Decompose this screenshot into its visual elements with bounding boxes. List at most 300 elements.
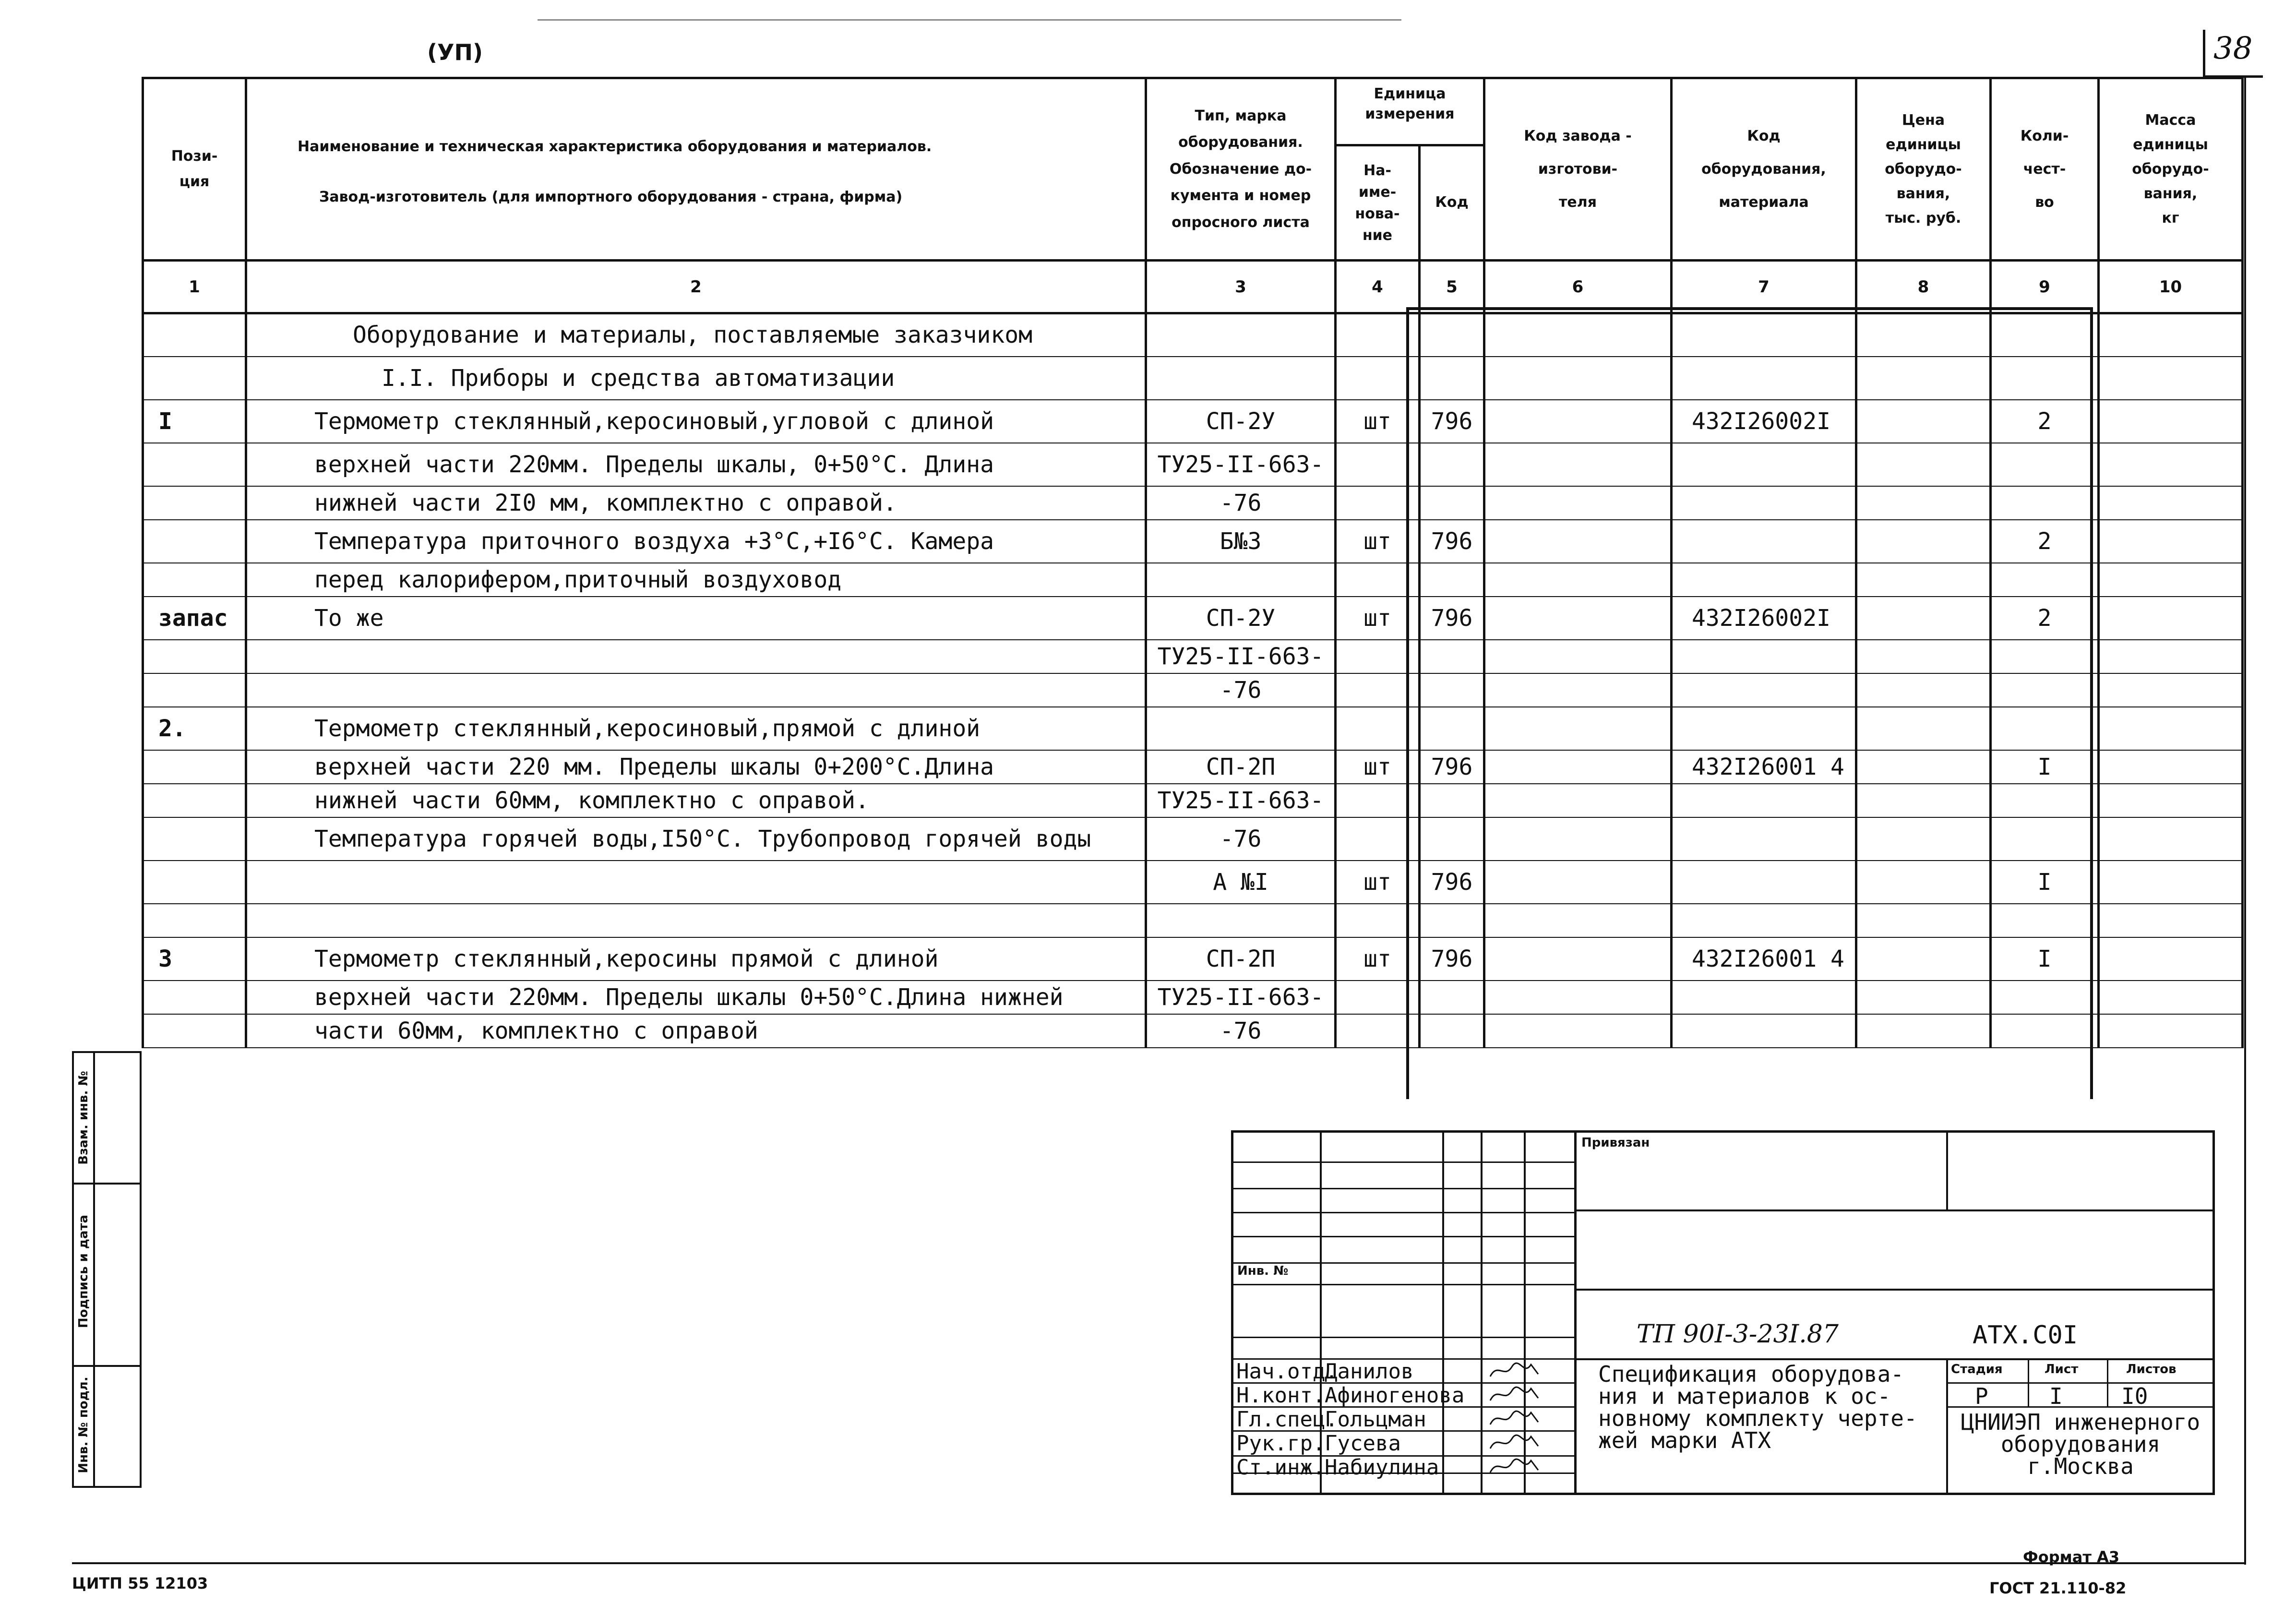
cell-name <box>246 640 1146 673</box>
cell-plant-code <box>1484 486 1672 520</box>
header-type: Тип, марка оборудования. Обозначение до- кумента и номер опросного листа <box>1146 78 1336 261</box>
cell-plant-code <box>1484 904 1672 937</box>
cell-name <box>246 861 1146 904</box>
cell-type-text: СП-2П <box>1206 945 1276 972</box>
cell-equipment-code <box>1672 563 1856 597</box>
cell-price <box>1856 673 1991 707</box>
cell-quantity <box>1991 937 2099 981</box>
cell-unit-code-text: 796 <box>1431 407 1473 435</box>
cell-name <box>246 707 1146 750</box>
cell-equipment-code <box>1672 817 1856 861</box>
cell-type <box>1146 640 1336 673</box>
cell-type <box>1146 597 1336 640</box>
cell-position <box>143 443 246 486</box>
cell-unit-code <box>1420 750 1484 784</box>
header-unit-name: На- име- нова- ние <box>1336 145 1420 261</box>
table-row <box>143 784 2243 817</box>
cell-price <box>1856 784 1991 817</box>
header-unit-code: Код <box>1420 145 1484 261</box>
cell-unit-code <box>1420 707 1484 750</box>
inner-frame-top <box>1406 307 2093 310</box>
cell-mass <box>2099 937 2243 981</box>
cell-price <box>1856 937 1991 981</box>
cell-unit-text: шт <box>1363 407 1391 435</box>
cell-mass <box>2099 817 2243 861</box>
cell-price <box>1856 486 1991 520</box>
cell-type <box>1146 400 1336 443</box>
cell-equipment-code <box>1672 443 1856 486</box>
cell-quantity <box>1991 707 2099 750</box>
table-row <box>143 443 2243 486</box>
cell-equipment-code <box>1672 640 1856 673</box>
cell-unit-code-text: 796 <box>1431 527 1473 555</box>
sheet-value: I <box>2049 1383 2063 1409</box>
column-number: 2 <box>246 261 1146 313</box>
cell-unit-text: шт <box>1363 604 1391 632</box>
specification-table <box>142 77 2244 1048</box>
cell-quantity <box>1991 1014 2099 1048</box>
cell-position <box>143 400 246 443</box>
cell-mass <box>2099 597 2243 640</box>
side-stamp <box>72 1051 142 1488</box>
cell-position <box>143 750 246 784</box>
cell-position <box>143 1014 246 1048</box>
cell-unit-code <box>1420 904 1484 937</box>
cell-mass <box>2099 520 2243 563</box>
table-row <box>143 313 2243 357</box>
cell-price <box>1856 443 1991 486</box>
cell-type <box>1146 937 1336 981</box>
cell-name-text: I.I. Приборы и средства автоматизации <box>382 364 895 392</box>
cell-name-text: Термометр стеклянный,керосиновый,прямой с длиной <box>314 715 981 742</box>
signature-name: Набиулина <box>1325 1455 1439 1480</box>
cell-mass <box>2099 640 2243 673</box>
cell-position <box>143 937 246 981</box>
cell-type <box>1146 981 1336 1014</box>
cell-price <box>1856 861 1991 904</box>
inv-no-label: Инв. № <box>1237 1264 1289 1278</box>
table-row <box>143 750 2243 784</box>
cell-unit-code <box>1420 443 1484 486</box>
cell-name <box>246 563 1146 597</box>
cell-plant-code <box>1484 520 1672 563</box>
cell-type-text: СП-2У <box>1206 604 1276 632</box>
cell-name-text: Термометр стеклянный,керосиновый,угловой с длиной <box>314 407 994 435</box>
cell-name <box>246 750 1146 784</box>
cell-type-text: -76 <box>1220 489 1262 516</box>
cell-type <box>1146 784 1336 817</box>
cell-position <box>143 486 246 520</box>
cell-unit-code <box>1420 640 1484 673</box>
cell-type-text: СП-2П <box>1206 753 1276 780</box>
cell-quantity <box>1991 597 2099 640</box>
cell-mass <box>2099 1014 2243 1048</box>
cell-mass <box>2099 486 2243 520</box>
column-number: 8 <box>1856 261 1991 313</box>
cell-price <box>1856 817 1991 861</box>
cell-plant-code <box>1484 400 1672 443</box>
cell-quantity-text: I <box>2037 945 2052 972</box>
cell-position <box>143 817 246 861</box>
cell-price <box>1856 750 1991 784</box>
signature-name: Гусева <box>1325 1431 1401 1456</box>
cell-unit-code <box>1420 597 1484 640</box>
cell-mass <box>2099 707 2243 750</box>
cell-name-text: нижней части 2I0 мм, комплектно с оправой. <box>314 489 897 516</box>
cell-position-text: запас <box>158 604 228 632</box>
cell-position <box>143 673 246 707</box>
cell-position-text: I <box>158 407 172 435</box>
cell-price <box>1856 1014 1991 1048</box>
cell-price <box>1856 707 1991 750</box>
cell-position <box>143 313 246 357</box>
cell-plant-code <box>1484 817 1672 861</box>
cell-plant-code <box>1484 937 1672 981</box>
header-unit: Единица измерения <box>1336 78 1484 145</box>
cell-name <box>246 981 1146 1014</box>
column-number: 5 <box>1420 261 1484 313</box>
title-block <box>1231 1130 2215 1495</box>
table-body <box>143 313 2243 1048</box>
cell-mass <box>2099 981 2243 1014</box>
cell-type-text: -76 <box>1220 1017 1262 1044</box>
cell-name <box>246 400 1146 443</box>
cell-unit-code <box>1420 400 1484 443</box>
cell-name <box>246 904 1146 937</box>
cell-quantity <box>1991 400 2099 443</box>
cell-mass <box>2099 784 2243 817</box>
cell-quantity-text: I <box>2037 753 2052 780</box>
cell-position <box>143 520 246 563</box>
cell-mass <box>2099 904 2243 937</box>
cell-position <box>143 981 246 1014</box>
table-row <box>143 520 2243 563</box>
sheet-label: Лист <box>2045 1362 2079 1377</box>
cell-equipment-code <box>1672 1014 1856 1048</box>
cell-price <box>1856 597 1991 640</box>
column-number: 9 <box>1991 261 2099 313</box>
stage-value: Р <box>1975 1383 1988 1409</box>
column-number: 1 <box>143 261 246 313</box>
cell-name-text: верхней части 220 мм. Пределы шкалы 0+200°С.Длина <box>314 753 994 780</box>
cell-name-text: верхней части 220мм. Пределы шкалы 0+50°С.Длина нижней <box>314 983 1064 1011</box>
drawing-mark: АТХ.С0I <box>1973 1321 2078 1350</box>
handwritten-signature-icon <box>1488 1432 1541 1453</box>
header-mass: Масса единицы оборудо- вания, кг <box>2099 78 2243 261</box>
cell-equipment-code <box>1672 313 1856 357</box>
cell-type-text: А №I <box>1213 868 1268 896</box>
top-rule <box>538 19 1401 21</box>
cell-unit-code <box>1420 981 1484 1014</box>
cell-name <box>246 784 1146 817</box>
cell-plant-code <box>1484 357 1672 400</box>
cell-type <box>1146 486 1336 520</box>
sheets-label: Листов <box>2126 1362 2176 1377</box>
cell-position <box>143 707 246 750</box>
cell-unit-text: шт <box>1363 527 1391 555</box>
cell-equipment-code <box>1672 400 1856 443</box>
column-number: 3 <box>1146 261 1336 313</box>
cell-unit-code <box>1420 1014 1484 1048</box>
cell-mass <box>2099 400 2243 443</box>
cell-plant-code <box>1484 563 1672 597</box>
signature-name: Данилов <box>1325 1359 1414 1384</box>
cell-unit-code <box>1420 563 1484 597</box>
signature-name: Гольцман <box>1325 1407 1426 1432</box>
cell-price <box>1856 640 1991 673</box>
cell-unit-code <box>1420 357 1484 400</box>
cell-mass <box>2099 357 2243 400</box>
cell-unit-code <box>1420 486 1484 520</box>
cell-quantity <box>1991 750 2099 784</box>
cell-plant-code <box>1484 750 1672 784</box>
cell-plant-code <box>1484 673 1672 707</box>
section-label: (УП) <box>427 39 483 65</box>
cell-quantity <box>1991 520 2099 563</box>
side-stamp-label: Взам. инв. № <box>76 1071 91 1165</box>
handwritten-signature-icon <box>1488 1384 1541 1405</box>
table-row <box>143 400 2243 443</box>
cell-equipment-code <box>1672 937 1856 981</box>
cell-type <box>1146 707 1336 750</box>
column-numbers-row <box>143 261 2243 313</box>
cell-name-text: нижней части 60мм, комплектно с оправой. <box>314 787 869 814</box>
signature-role: Ст.инж. <box>1236 1455 1326 1480</box>
cell-equipment-code <box>1672 707 1856 750</box>
cell-quantity <box>1991 357 2099 400</box>
header-position: Пози- ция <box>143 78 246 261</box>
cell-unit-text: шт <box>1363 868 1391 896</box>
cell-equipment-code <box>1672 486 1856 520</box>
cell-plant-code <box>1484 1014 1672 1048</box>
cell-quantity <box>1991 904 2099 937</box>
table-row <box>143 1014 2243 1048</box>
header-plant-code: Код завода - изготови- теля <box>1484 78 1672 261</box>
cell-mass <box>2099 563 2243 597</box>
document-code: ТП 90I-3-23I.87 <box>1637 1320 1839 1349</box>
cell-name-text: верхней части 220мм. Пределы шкалы, 0+50°С. Длина <box>314 451 994 478</box>
inner-frame-right <box>2090 307 2093 1099</box>
cell-name-text: части 60мм, комплектно с оправой <box>314 1017 758 1044</box>
cell-name <box>246 817 1146 861</box>
side-stamp-label: Инв. № подл. <box>76 1377 91 1473</box>
cell-quantity <box>1991 817 2099 861</box>
cell-position <box>143 904 246 937</box>
signature-name: Афиногенова <box>1325 1383 1465 1408</box>
sheets-value: I0 <box>2121 1383 2148 1409</box>
cell-plant-code <box>1484 981 1672 1014</box>
column-number: 6 <box>1484 261 1672 313</box>
table-row <box>143 904 2243 937</box>
handwritten-signature-icon <box>1488 1456 1541 1477</box>
cell-position <box>143 640 246 673</box>
handwritten-signature-icon <box>1488 1408 1541 1429</box>
cell-name-text: перед калорифером,приточный воздуховод <box>314 566 842 593</box>
cell-position-text: 2. <box>158 715 186 742</box>
cell-equipment-code <box>1672 597 1856 640</box>
table-row <box>143 817 2243 861</box>
footer-code: ЦИТП 55 12103 <box>72 1574 208 1592</box>
side-stamp-label: Подпись и дата <box>76 1214 91 1329</box>
cell-type-text: ТУ25-II-663- <box>1157 787 1324 814</box>
cell-type-text: ТУ25-II-663- <box>1157 643 1324 670</box>
cell-type <box>1146 861 1336 904</box>
signature-role: Рук.гр. <box>1236 1431 1326 1456</box>
inner-frame-left <box>1406 307 1409 1099</box>
cell-type <box>1146 904 1336 937</box>
cell-equipment-code <box>1672 861 1856 904</box>
cell-name <box>246 1014 1146 1048</box>
gost-label: ГОСТ 21.110-82 <box>1989 1579 2127 1597</box>
cell-quantity <box>1991 443 2099 486</box>
cell-type-text: -76 <box>1220 825 1262 852</box>
cell-type <box>1146 817 1336 861</box>
cell-quantity <box>1991 313 2099 357</box>
cell-type <box>1146 673 1336 707</box>
cell-name <box>246 937 1146 981</box>
stage-label: Стадия <box>1951 1362 2003 1377</box>
handwritten-signature-icon <box>1488 1360 1541 1381</box>
table-row <box>143 707 2243 750</box>
header-equipment-code: Код оборудования, материала <box>1672 78 1856 261</box>
cell-type-text: Б№3 <box>1220 527 1262 555</box>
cell-name-text: То же <box>314 604 384 632</box>
cell-name <box>246 597 1146 640</box>
cell-type <box>1146 443 1336 486</box>
cell-unit-code-text: 796 <box>1431 945 1473 972</box>
table-row <box>143 981 2243 1014</box>
table-row <box>143 640 2243 673</box>
cell-unit-code <box>1420 673 1484 707</box>
cell-mass <box>2099 673 2243 707</box>
cell-type <box>1146 563 1336 597</box>
cell-equipment-code <box>1672 357 1856 400</box>
table-row <box>143 563 2243 597</box>
signature-role: Нач.отд. <box>1236 1359 1338 1384</box>
cell-price <box>1856 313 1991 357</box>
sheet-number: 38 <box>2213 31 2253 66</box>
cell-plant-code <box>1484 784 1672 817</box>
table-row <box>143 861 2243 904</box>
cell-equipment-code <box>1672 750 1856 784</box>
cell-price <box>1856 400 1991 443</box>
cell-unit-text: шт <box>1363 945 1391 972</box>
cell-unit-code <box>1420 861 1484 904</box>
table-row <box>143 937 2243 981</box>
cell-type-text: ТУ25-II-663- <box>1157 983 1324 1011</box>
cell-equipment-code <box>1672 981 1856 1014</box>
cell-plant-code <box>1484 640 1672 673</box>
cell-equipment-code-text: 432I26001 4 <box>1692 753 1844 780</box>
cell-name-text: Оборудование и материалы, поставляемые заказчиком <box>353 322 1033 349</box>
cell-quantity <box>1991 784 2099 817</box>
cell-unit-code <box>1420 313 1484 357</box>
cell-equipment-code-text: 432I26001 4 <box>1692 945 1844 972</box>
cell-position <box>143 357 246 400</box>
cell-name-text: Температура горячей воды,I50°С. Трубопровод горячей воды <box>314 825 1091 852</box>
table-row <box>143 357 2243 400</box>
document-title: Спецификация оборудова- ния и материалов к ос- новному комплекту черте- жей марки АТХ <box>1598 1361 1917 1453</box>
cell-quantity <box>1991 673 2099 707</box>
cell-quantity-text: 2 <box>2037 407 2052 435</box>
cell-position <box>143 784 246 817</box>
cell-mass <box>2099 443 2243 486</box>
table-row <box>143 597 2243 640</box>
cell-quantity <box>1991 486 2099 520</box>
privyazan-label: Привязан <box>1581 1136 1650 1150</box>
signature-role: Н.конт. <box>1236 1383 1326 1408</box>
cell-name <box>246 313 1146 357</box>
cell-name-text: Термометр стеклянный,керосины прямой с длиной <box>314 945 939 972</box>
cell-position-text: 3 <box>158 945 172 972</box>
cell-unit-code-text: 796 <box>1431 868 1473 896</box>
cell-position <box>143 597 246 640</box>
cell-type <box>1146 1014 1336 1048</box>
frame-bottom <box>72 1562 2246 1564</box>
cell-plant-code <box>1484 313 1672 357</box>
cell-type-text: СП-2У <box>1206 407 1276 435</box>
cell-quantity-text: 2 <box>2037 527 2052 555</box>
cell-name <box>246 673 1146 707</box>
cell-equipment-code-text: 432I26002I <box>1692 604 1830 632</box>
cell-name <box>246 486 1146 520</box>
signature-role: Гл.спец. <box>1236 1407 1338 1432</box>
cell-equipment-code-text: 432I26002I <box>1692 407 1830 435</box>
cell-position <box>143 563 246 597</box>
cell-unit-text: шт <box>1363 753 1391 780</box>
table-row <box>143 673 2243 707</box>
cell-unit-code-text: 796 <box>1431 604 1473 632</box>
cell-unit-code <box>1420 937 1484 981</box>
cell-name <box>246 520 1146 563</box>
cell-type <box>1146 520 1336 563</box>
cell-name-text: Температура приточного воздуха +3°С,+I6°С. Камера <box>314 527 994 555</box>
cell-plant-code <box>1484 597 1672 640</box>
cell-mass <box>2099 750 2243 784</box>
column-number: 10 <box>2099 261 2243 313</box>
format-label: Формат А3 <box>2023 1548 2120 1566</box>
cell-quantity <box>1991 563 2099 597</box>
cell-name <box>246 443 1146 486</box>
cell-quantity-text: 2 <box>2037 604 2052 632</box>
organization: ЦНИИЭП инженерного оборудования г.Москва <box>1961 1409 2200 1479</box>
table-row <box>143 486 2243 520</box>
cell-type <box>1146 750 1336 784</box>
cell-quantity-text: I <box>2037 868 2052 896</box>
cell-type-text: -76 <box>1220 676 1262 704</box>
cell-equipment-code <box>1672 904 1856 937</box>
cell-unit-code <box>1420 784 1484 817</box>
cell-plant-code <box>1484 707 1672 750</box>
frame-right <box>2244 77 2246 1565</box>
cell-name <box>246 357 1146 400</box>
cell-mass <box>2099 861 2243 904</box>
cell-price <box>1856 563 1991 597</box>
cell-unit-code <box>1420 520 1484 563</box>
cell-price <box>1856 520 1991 563</box>
header-name: Наименование и техническая характеристика оборудования и материалов. Завод-изготовитель (для импортного оборудования - страна, фирма) <box>246 78 1146 261</box>
cell-unit-code <box>1420 817 1484 861</box>
column-number: 7 <box>1672 261 1856 313</box>
cell-type <box>1146 313 1336 357</box>
header-price: Цена единицы оборудо- вания, тыс. руб. <box>1856 78 1991 261</box>
cell-quantity <box>1991 981 2099 1014</box>
cell-mass <box>2099 313 2243 357</box>
cell-type-text: ТУ25-II-663- <box>1157 451 1324 478</box>
cell-price <box>1856 904 1991 937</box>
column-number: 4 <box>1336 261 1420 313</box>
cell-equipment-code <box>1672 673 1856 707</box>
